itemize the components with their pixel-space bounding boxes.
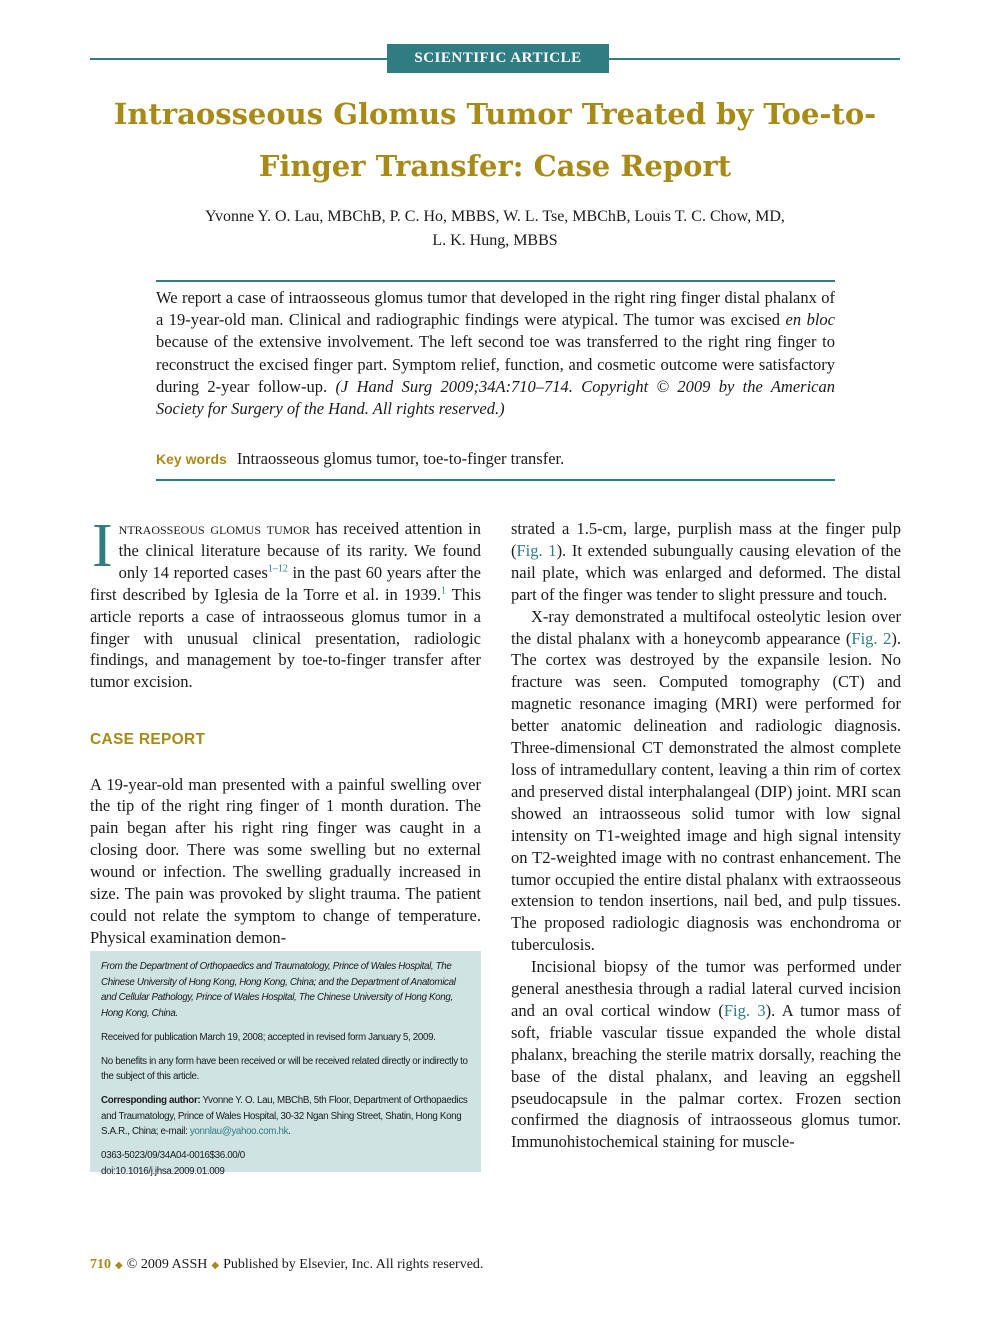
keywords — [156, 448, 835, 470]
footnote-box — [90, 951, 481, 1177]
corresponding-label: Corresponding author: — [101, 1095, 201, 1106]
corresponding-text: Yvonne Y. O. Lau, MBChB, 5th Floor, Department of Orthopaedics and Traumatology, Prince of Wales Hospital, 30-32 Ngan Shing Street, Shatin, Hong Kong S.A.R., China; e-mail: — [101, 1095, 468, 1137]
copyright-text: © 2009 ASSH — [126, 1257, 208, 1272]
reference-link[interactable]: 1 — [440, 585, 446, 597]
abstract — [156, 287, 835, 420]
case-report-text: A 19-year-old man presented with a painful swelling over the tip of the right ring finger of 1 month duration. The pain began after his right ring finger was caught in a closing door. There was some swelling but no external wound or infection. The swelling gradually increased in size. The pain was provoked by slight trauma. The patient could not relate the symptom to change of temperature. Physical examination demon- — [90, 774, 481, 947]
intro-smallcaps: ntraosseous glomus tumor — [118, 519, 310, 538]
article-title: Intraosseous Glomus Tumor Treated by Toe-to-Finger Transfer: Case Report — [113, 97, 877, 183]
section-heading: CASE REPORT — [90, 731, 206, 748]
case-report-paragraph — [90, 757, 481, 965]
intro-text-1: has received attention in the clinical literature because of its rarity. We found only 14 reported cases — [118, 519, 482, 582]
para-text: ). A tumor mass of soft, friable vascular tissue expanded the whole distal phalanx, breaching the sterile matrix dorsally, reaching the base of the distal phalanx, and leaving an eggshell pseudocapsule in the palmar cortex. Frozen section confirmed the diagnosis of intraosseous glomus tumor. Immunohistochemical staining for muscle- — [511, 1000, 902, 1152]
issn-text: 0363-5023/09/34A04-0016$36.00/0 — [101, 1150, 245, 1161]
author-list — [140, 205, 850, 253]
abstract-top-rule — [156, 280, 835, 282]
right-paragraph-2 — [511, 606, 901, 957]
right-paragraph-3 — [511, 956, 901, 1153]
abstract-bottom-rule — [156, 479, 835, 481]
bullet-icon: ◆ — [211, 1260, 220, 1271]
author-line-2: L. K. Hung, MBBS — [432, 232, 558, 249]
doi-text: doi:10.1016/j.jhsa.2009.01.009 — [101, 1165, 225, 1177]
figure-link[interactable]: Fig. 2 — [851, 628, 892, 648]
figure-link[interactable]: Fig. 3 — [723, 1000, 766, 1020]
author-line-1: Yvonne Y. O. Lau, MBChB, P. C. Ho, MBBS, W. L. Tse, MBChB, Louis T. C. Chow, MD, — [205, 208, 785, 225]
benefits-note: No benefits in any form have been received or will be received related directly or indirectly to the subject of this article. — [101, 1055, 468, 1082]
keywords-label: Key words — [156, 451, 227, 467]
section-label: SCIENTIFIC ARTICLE — [387, 44, 609, 73]
keywords-text: Intraosseous glomus tumor, toe-to-finger transfer. — [236, 449, 565, 468]
email-link[interactable]: yonnlau@yahoo.com.hk — [189, 1126, 289, 1137]
corresponding-end: . — [288, 1126, 291, 1137]
para-text: Incisional biopsy of the tumor was performed under general anesthesia through a radial lateral curved incision and an oval cortical window ( — [511, 957, 901, 1020]
publisher-text: Published by Elsevier, Inc. All rights reserved. — [223, 1257, 484, 1272]
affiliation-note: From the Department of Orthopaedics and Traumatology, Prince of Wales Hospital, The Chinese University of Hong Kong, Hong Kong, China; and the Department of Anatomical and Cellular Pathology, Prince of Wales Hospital, The Chinese University of Hong Kong, Hong Kong, China. — [101, 961, 456, 1019]
figure-link[interactable]: Fig. 1 — [516, 540, 557, 560]
reference-link[interactable]: 1–12 — [267, 563, 288, 575]
abstract-text-1: We report a case of intraosseous glomus tumor that developed in the right ring finger distal phalanx of a 19-year-old man. Clinical and radiographic findings were atypical. The tumor was excised — [156, 288, 835, 330]
right-paragraph-1 — [511, 518, 901, 606]
right-column — [511, 518, 901, 1153]
para-text: X-ray demonstrated a multifocal osteolytic lesion over the distal phalanx with a honeycomb appearance ( — [511, 606, 901, 648]
para-text: ). The cortex was destroyed by the expansile lesion. No fracture was seen. Computed tomography (CT) and magnetic resonance imaging (MRI) were performed for better anatomic delineation and radiologic diagnosis. Three-dimensional CT demonstrated the almost complete loss of intramedullary content, leaving a thin rim of cortex and preserved distal interphalangeal (DIP) joint. MRI scan showed an intraosseous solid tumor with low signal intensity on T1-weighted image and high signal intensity on T2-weighted image with no contrast enhancement. The tumor occupied the entire distal phalanx with extraosseous extension to tendon insertions, nail bed, and pulp tissues. The proposed radiologic diagnosis was enchondroma or tuberculosis. — [511, 628, 901, 955]
para-text: strated a 1.5-cm, large, purplish mass at the finger pulp ( — [511, 519, 901, 560]
abstract-text-2: because of the extensive involvement. The left second toe was transferred to the right ring finger to reconstruct the excised finger part. Symptom relief, function, and cosmetic outcome were satisfactory during 2-year follow-up. — [156, 332, 835, 396]
intro-text-2: in the past 60 years after the first described by Iglesia de la Torre et al. in 1939. — [90, 562, 482, 604]
intro-text-3: This article reports a case of intraosseous glomus tumor in a finger with unusual clinical presentation, radiologic findings, and management by toe-to-finger transfer after tumor excision. — [90, 584, 481, 692]
identifier-note — [101, 1148, 471, 1179]
abstract-italic: en bloc — [785, 310, 836, 330]
received-note: Received for publication March 19, 2008; accepted in revised form January 5, 2009. — [101, 1031, 436, 1043]
para-text: ). It extended subungually causing elevation of the nail plate, which was enlarged and deformed. The distal part of the finger was tender to slight pressure and touch. — [511, 540, 901, 604]
abstract-citation: (J Hand Surg 2009;34A:710–714. Copyright © 2009 by the American Society for Surgery of the Hand. All rights reserved.) — [156, 376, 835, 419]
page-footer — [90, 1257, 483, 1273]
corresponding-note — [101, 1093, 471, 1140]
page-number: 710 — [90, 1257, 111, 1272]
bullet-icon: ◆ — [115, 1260, 123, 1271]
intro-paragraph — [90, 512, 482, 693]
drop-cap: I — [92, 512, 113, 580]
